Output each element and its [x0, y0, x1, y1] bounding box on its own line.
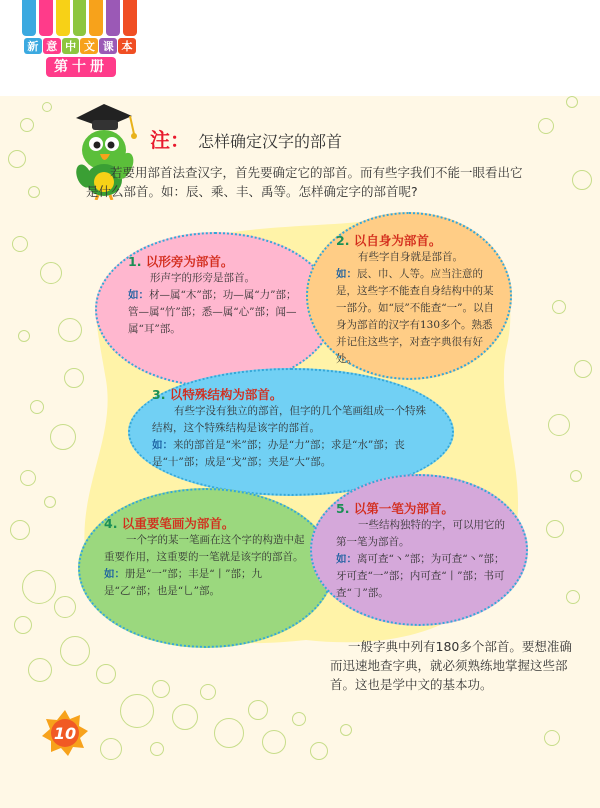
section-heading	[152, 386, 434, 403]
section-body: 有些字没有独立的部首，但字的几个笔画组成一个特殊结构，这个特殊结构是该字的部首。	[152, 405, 426, 434]
bubble	[40, 262, 62, 284]
example-text: 离可查“丶”部；为可查“丶”部；牙可查“一”部；内可查“丨”部；书可查“㇆”部。	[336, 553, 505, 599]
bubble	[54, 596, 76, 618]
bubble	[546, 520, 564, 538]
bubble	[100, 738, 122, 760]
section-example	[336, 551, 506, 602]
note-intro-paragraph: 若要用部首法查汉字，首先要确定它的部首。而有些字我们不能一眼看出它是什么部首。如：辰、乘、丰、禹等。怎样确定字的部首呢?	[86, 165, 523, 199]
section-title: 以特殊结构为部首。	[169, 387, 283, 402]
series-char: 本	[118, 38, 136, 54]
section-number: 3.	[152, 387, 166, 402]
bubble	[152, 680, 170, 698]
bubble	[572, 170, 592, 190]
section-example	[104, 566, 306, 600]
bubble	[248, 700, 268, 720]
bubble	[10, 520, 30, 540]
section-title: 以第一笔为部首。	[353, 501, 454, 516]
example-label: 如：	[336, 268, 357, 280]
section-heading	[104, 515, 306, 532]
bubble	[8, 150, 26, 168]
example-label: 如：	[336, 553, 357, 565]
note-heading	[150, 124, 342, 153]
section-heading	[128, 253, 306, 270]
stripe-5	[89, 0, 103, 36]
example-label: 如：	[104, 568, 125, 580]
example-text: 材—属“木”部；功—属“力”部；管—属“竹”部；悉—属“心”部；闻—属“耳”部。	[128, 289, 297, 335]
note-title: 怎样确定汉字的部首	[198, 132, 343, 151]
bubble	[44, 496, 56, 508]
bubble	[12, 236, 28, 252]
section-example	[336, 266, 496, 368]
series-char: 文	[80, 38, 98, 54]
stripe-4	[73, 0, 87, 36]
note-label: 注：	[150, 128, 190, 152]
example-text: 册是“一”部；丰是“丨”部；九是“乙”部；也是“乚”部。	[104, 568, 262, 597]
series-title	[24, 38, 136, 54]
section-title: 以重要笔画为部首。	[121, 516, 235, 531]
section-body: 一个字的某一笔画在这个字的构造中起重要作用，这重要的一笔就是该字的部首。	[104, 534, 305, 563]
section-number: 5.	[336, 501, 350, 516]
series-char: 意	[43, 38, 61, 54]
section-body: 形声字的形旁是部首。	[150, 272, 255, 284]
bubble	[552, 300, 566, 314]
bubble	[22, 570, 56, 604]
bubble	[30, 400, 44, 414]
bubble	[20, 118, 34, 132]
bubble	[292, 712, 306, 726]
section-2	[336, 232, 496, 368]
stripe-2	[39, 0, 53, 36]
series-char: 新	[24, 38, 42, 54]
closing-paragraph: 一般字典中列有180多个部首。要想准确而迅速地查字典，就必须熟练地掌握这些部首。这也是学中文的基本功。	[330, 639, 572, 692]
section-number: 2.	[336, 233, 350, 248]
series-char: 课	[99, 38, 117, 54]
bubble	[566, 96, 578, 108]
section-title: 以形旁为部首。	[145, 254, 234, 269]
volume-badge: 第十册	[46, 57, 116, 77]
section-body: 一些结构独特的字，可以用它的第一笔为部首。	[336, 519, 505, 548]
bubble	[28, 186, 40, 198]
stripe-1	[22, 0, 36, 36]
bubble	[538, 118, 554, 134]
section-title: 以自身为部首。	[353, 233, 442, 248]
bubble	[18, 330, 30, 342]
bubble	[574, 360, 592, 378]
section-example	[152, 437, 434, 471]
bubble	[50, 424, 76, 450]
bubble	[150, 742, 164, 756]
section-5	[336, 500, 506, 602]
example-text: 来的部首是“米”部；办是“力”部；求是“水”部；丧是“十”部；成是“戈”部；夹是“大”部。	[152, 439, 405, 468]
bubble	[340, 724, 352, 736]
bubble	[28, 658, 52, 682]
bubble	[120, 694, 154, 728]
example-label: 如：	[152, 439, 173, 451]
bubble	[14, 616, 32, 634]
section-number: 4.	[104, 516, 118, 531]
page-number: 10	[53, 723, 77, 743]
bubble	[544, 730, 560, 746]
example-label: 如：	[128, 289, 149, 301]
bubble	[570, 470, 582, 482]
bubble	[548, 414, 570, 436]
section-example	[128, 287, 306, 338]
bubble	[310, 742, 328, 760]
bubble	[42, 102, 52, 112]
section-number: 1.	[128, 254, 142, 269]
section-4	[104, 515, 306, 600]
bubble	[96, 664, 116, 684]
stripe-6	[106, 0, 120, 36]
bubble	[20, 470, 36, 486]
header-color-stripes	[22, 0, 137, 36]
bubble	[566, 590, 580, 604]
bubble	[172, 704, 198, 730]
stripe-3	[56, 0, 70, 36]
section-heading	[336, 500, 506, 517]
page-number-badge	[41, 709, 89, 757]
bubble	[214, 718, 244, 748]
section-3	[152, 386, 434, 471]
series-char: 中	[62, 38, 80, 54]
stripe-7	[123, 0, 137, 36]
bubble	[200, 684, 216, 700]
example-text: 辰、巾、人等。应当注意的是，这些字不能查自身结构中的某一部分。如“辰”不能查“一”。以自身为部首的汉字有130多个。熟悉并记住这些字，对查字典很有好处。	[336, 268, 494, 365]
section-heading	[336, 232, 496, 249]
bubble	[262, 730, 286, 754]
section-body: 有些字自身就是部首。	[358, 251, 463, 263]
section-1	[128, 253, 306, 338]
